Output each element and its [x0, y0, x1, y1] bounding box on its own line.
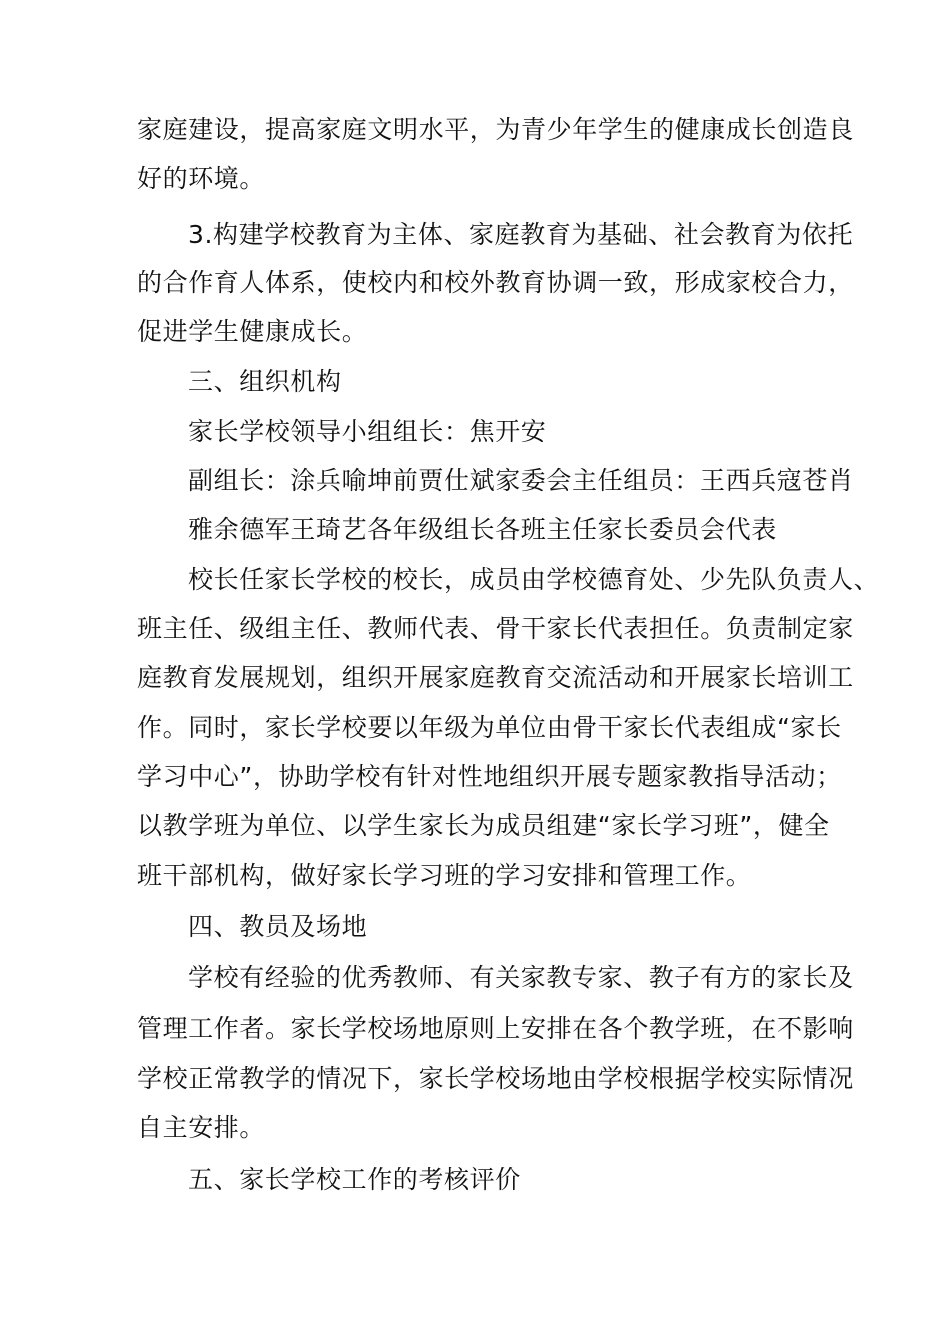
section-heading-evaluation: 五、家长学校工作的考核评价 [188, 1165, 521, 1194]
body-text-line: 自主安排。 [137, 1113, 266, 1142]
body-text-line: 好的环境。 [137, 164, 266, 193]
body-text-line: 促进学生健康成长。 [137, 317, 368, 346]
paragraph-first-line: 学校有经验的优秀教师、有关家教专家、教子有方的家长及 [188, 963, 854, 992]
body-text-line: 雅余德军王琦艺各年级组长各班主任家长委员会代表 [188, 515, 777, 544]
body-text-line: 副组长：涂兵喻坤前贾仕斌家委会主任组员：王西兵寇苍肖 [188, 466, 854, 495]
paragraph-first-line: 校长任家长学校的校长，成员由学校德育处、少先队负责人、 [188, 565, 880, 594]
body-text-line: 家长学校领导小组组长：焦开安 [188, 417, 547, 446]
body-text-line: 庭教育发展规划，组织开展家庭教育交流活动和开展家长培训工 [137, 663, 854, 692]
body-text-line: 以教学班为单位、以学生家长为成员组建“家长学习班”，健全 [137, 811, 830, 840]
body-text-line: 家庭建设，提高家庭文明水平，为青少年学生的健康成长创造良 [137, 115, 854, 144]
body-text-line: 的合作育人体系，使校内和校外教育协调一致，形成家校合力， [137, 268, 854, 297]
body-text-line: 班主任、级组主任、教师代表、骨干家长代表担任。负责制定家 [137, 614, 854, 643]
body-text-line: 作。同时，家长学校要以年级为单位由骨干家长代表组成“家长 [137, 713, 842, 742]
section-heading-organization: 三、组织机构 [188, 367, 342, 396]
body-text-line: 学习中心”，协助学校有针对性地组织开展专题家教指导活动； [137, 762, 842, 791]
section-heading-staff-venue: 四、教员及场地 [188, 912, 368, 941]
body-text-line: 学校正常教学的情况下，家长学校场地由学校根据学校实际情况 [137, 1064, 854, 1093]
body-text-line: 管理工作者。家长学校场地原则上安排在各个教学班，在不影响 [137, 1014, 854, 1043]
numbered-item-3: 3.构建学校教育为主体、家庭教育为基础、社会教育为依托 [188, 220, 854, 249]
body-text-line: 班干部机构，做好家长学习班的学习安排和管理工作。 [137, 861, 752, 890]
